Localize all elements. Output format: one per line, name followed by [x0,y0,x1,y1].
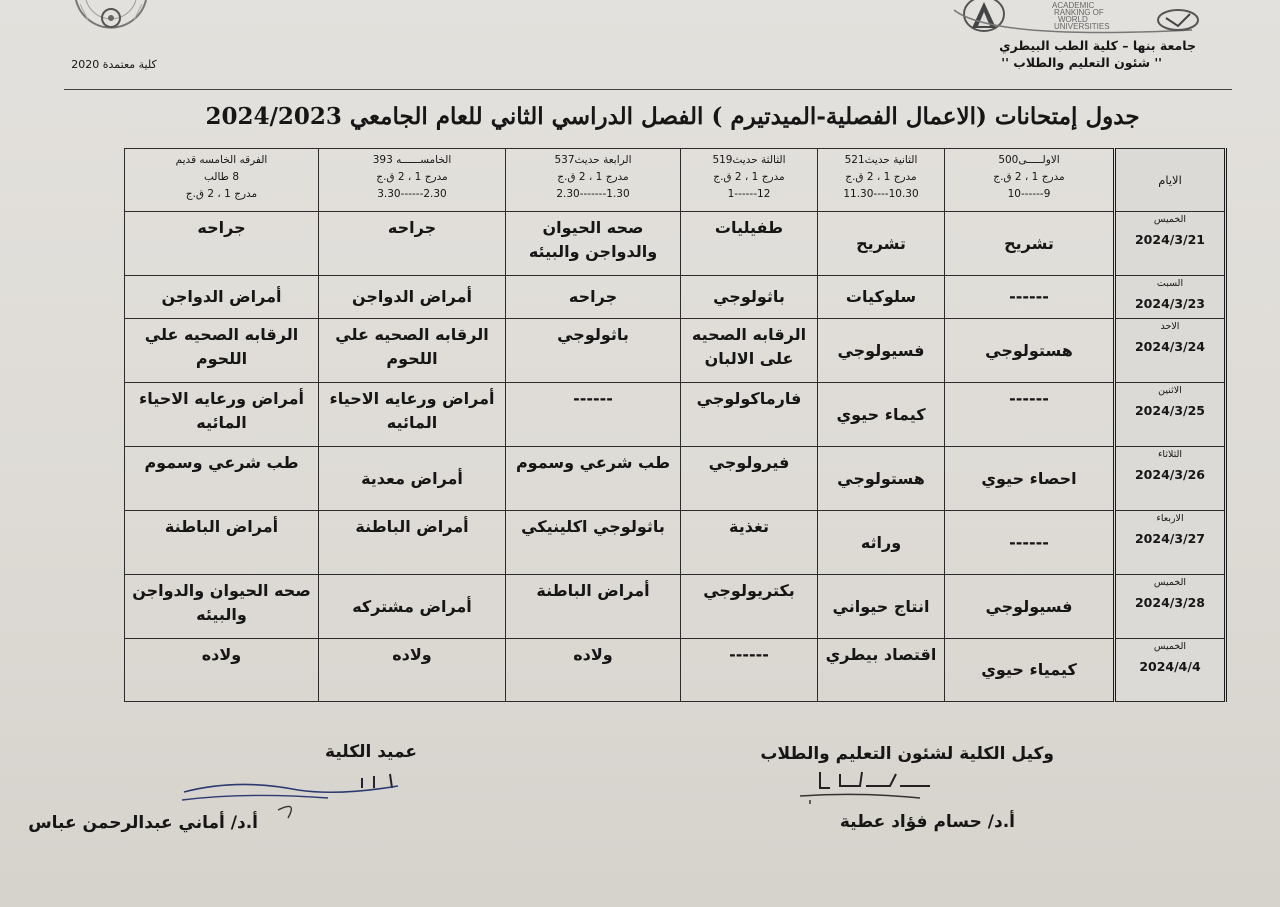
subject-cell: أمراض ورعايه الاحياء المائيه [319,383,506,447]
subject-cell: تشريح [818,212,945,276]
subject-cell: باثولوجي [506,319,681,383]
subject-cell: ولاده [506,639,681,702]
svg-text:UNIVERSITIES: UNIVERSITIES [1054,22,1110,31]
page-title: جدول إمتحانات (الاعمال الفصلية-الميدتيرم ) الفصل الدراسي الثاني للعام الجامعي 2024/2023 [205,103,1140,130]
column-header: الخامســــــه 393 مدرج 1 ، 2 ق.ج 2.30------3.30 [319,149,506,212]
day-cell: الثلاثاء 2024/3/26 [1115,447,1226,511]
subject-cell: فسيولوجي [945,575,1115,639]
subject-cell: ------ [945,511,1115,575]
subject-cell: طفيليات [681,212,818,276]
table-row [125,639,1226,702]
day-cell: الخميس 2024/3/28 [1115,575,1226,639]
subject-cell: تغذية [681,511,818,575]
subject-cell: وراثه [818,511,945,575]
subject-cell: الرقابه الصحيه علي اللحوم [125,319,319,383]
svg-text:WORLD: WORLD [1058,15,1088,24]
subject-cell: هستولوجي [945,319,1115,383]
seal-caption: كلية معتمدة 2020 [71,58,157,71]
dean-name: أ.د/ أماني عبدالرحمن عباس [28,813,258,833]
subject-cell: باثولوجي [681,276,818,319]
subject-cell: كيماء حيوي [818,383,945,447]
university-name: جامعة بنها – كلية الطب البيطري [999,38,1196,53]
header-divider [64,89,1232,90]
day-cell: الاحد 2024/3/24 [1115,319,1226,383]
subject-cell: ولاده [125,639,319,702]
subject-cell: فارماكولوجي [681,383,818,447]
subject-cell: الرقابه الصحيه على الالبان [681,319,818,383]
subject-cell: أمراض الباطنة [319,511,506,575]
table-row [125,383,1226,447]
subject-cell: أمراض ورعايه الاحياء المائيه [125,383,319,447]
subject-cell: فسيولوجي [818,319,945,383]
subject-cell: بكتريولوجي [681,575,818,639]
vice-dean-name: أ.د/ حسام فؤاد عطية [839,812,1015,832]
subject-cell: أمراض الباطنة [125,511,319,575]
subject-cell: جراحه [125,212,319,276]
department-name: '' شئون التعليم والطلاب '' [1001,55,1162,70]
subject-cell: أمراض الباطنة [506,575,681,639]
day-cell: السبت 2024/3/23 [1115,276,1226,319]
subject-cell: فيرولوجي [681,447,818,511]
column-header: الاولـــــى500 مدرج 1 ، 2 ق.ج 9------10 [945,149,1115,212]
subject-cell: جراحه [319,212,506,276]
subject-cell: هستولوجي [818,447,945,511]
column-header: الفرقه الخامسه قديم 8 طالب مدرج 1 ، 2 ق.ج [125,149,319,212]
vice-dean-signature-icon [800,770,940,806]
svg-text:RANKING OF: RANKING OF [1054,8,1104,17]
subject-cell: ------ [506,383,681,447]
vice-dean-title: وكيل الكلية لشئون التعليم والطلاب [760,744,1054,764]
subject-cell: باثولوجي اكلينيكي [506,511,681,575]
subject-cell: الرقابه الصحيه علي اللحوم [319,319,506,383]
subject-cell: سلوكيات [818,276,945,319]
day-cell: الاثنين 2024/3/25 [1115,383,1226,447]
subject-cell: ------ [945,383,1115,447]
subject-cell: ولاده [319,639,506,702]
table-row [125,447,1226,511]
subject-cell: احصاء حيوي [945,447,1115,511]
table-row [125,575,1226,639]
day-cell: الاربعاء 2024/3/27 [1115,511,1226,575]
subject-cell: ------ [945,276,1115,319]
subject-cell: أمراض الدواجن [319,276,506,319]
subject-cell: أمراض مشتركه [319,575,506,639]
subject-cell: تشريح [945,212,1115,276]
table-row [125,511,1226,575]
subject-cell: طب شرعي وسموم [125,447,319,511]
dean-title: عميد الكلية [325,742,417,762]
table-header-row [125,149,1226,212]
subject-cell: جراحه [506,276,681,319]
column-header: الرابعة حديث537 مدرج 1 ، 2 ق.ج 1.30-------2.30 [506,149,681,212]
days-header: الايام [1115,149,1226,212]
subject-cell: طب شرعي وسموم [506,447,681,511]
subject-cell: أمراض معدية [319,447,506,511]
subject-cell: أمراض الدواجن [125,276,319,319]
subject-cell: انتاج حيواني [818,575,945,639]
faculty-seal-icon [68,0,154,52]
column-header: الثانية حديث521 مدرج 1 ، 2 ق.ج 10.30----11.30 [818,149,945,212]
day-cell: الخميس 2024/4/4 [1115,639,1226,702]
svg-text:ACADEMIC: ACADEMIC [1052,1,1095,10]
subject-cell: اقتصاد بيطري [818,639,945,702]
arwu-logo-icon [952,0,1212,36]
subject-cell: كيمياء حيوي [945,639,1115,702]
subject-cell: صحه الحيوان والدواجن والبيئه [506,212,681,276]
subject-cell: صحه الحيوان والدواجن والبيئه [125,575,319,639]
day-cell: الخميس 2024/3/21 [1115,212,1226,276]
table-row [125,212,1226,276]
column-header: الثالثة حديث519 مدرج 1 ، 2 ق.ج 12------1 [681,149,818,212]
table-row [125,276,1226,319]
subject-cell: ------ [681,639,818,702]
exam-schedule-table [124,148,1227,702]
table-row [125,319,1226,383]
